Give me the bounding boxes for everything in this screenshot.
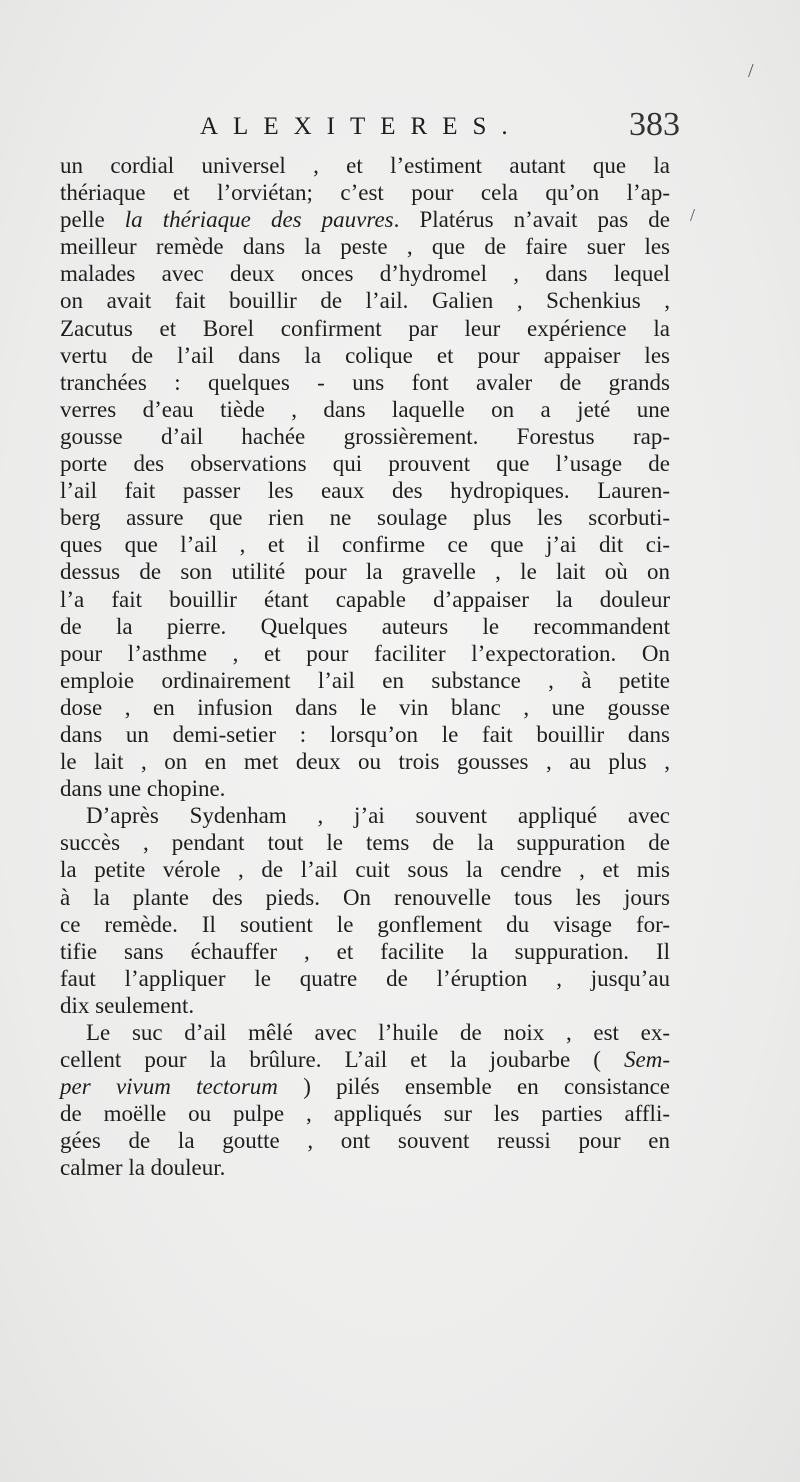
paragraph <box>60 802 670 1019</box>
paragraph <box>60 152 670 802</box>
text-line: D’après Sydenham , j’ai souvent appliqué avec <box>86 803 670 829</box>
text-segment: pelle <box>60 207 125 233</box>
text-segment: cellent pour la brûlure. L’ail et la joubarbe ( <box>60 1047 625 1073</box>
text-line: dix seulement. <box>60 992 195 1018</box>
text-line: berg assure que rien ne soulage plus les scorbuti- <box>60 505 670 531</box>
italic-text: per vivum tectorum <box>60 1074 278 1100</box>
text-line: l’a fait bouillir étant capable d’appaiser la douleur <box>60 586 670 612</box>
text-line: on avait fait bouillir de l’ail. Galien , Schenkius , <box>60 288 670 314</box>
text-line: ques que l’ail , et il confirme ce que j’ai dit ci- <box>60 532 670 558</box>
text-line: Zacutus et Borel confirment par leur expérience la <box>60 315 670 341</box>
text-line: emploie ordinairement l’ail en substance , à petite <box>60 667 670 693</box>
text-line: dessus de son utilité pour la gravelle , le lait où on <box>60 559 670 585</box>
text-line: un cordial universel , et l’estiment autant que la <box>60 153 670 178</box>
text-line: calmer la douleur. <box>60 1155 226 1181</box>
text-line: faut l’appliquer le quatre de l’éruption , jusqu’au <box>60 965 670 991</box>
text-line: de la pierre. Quelques auteurs le recommandent <box>60 613 670 639</box>
text-line: gées de la goutte , ont souvent reussi pour en <box>60 1128 670 1154</box>
italic-text: la thériaque des pauvres <box>124 207 394 233</box>
body-text <box>60 152 670 1182</box>
text-line: gousse d’ail hachée grossièrement. Forestus rap- <box>60 423 670 449</box>
margin-mark: / <box>748 60 754 82</box>
text-line: meilleur remède dans la peste , que de faire suer les <box>60 234 670 260</box>
text-line: tranchées : quelques - uns font avaler de grands <box>60 369 670 395</box>
text-segment: ) pilés ensemble en consistance <box>277 1074 670 1100</box>
text-line: la petite vérole , de l’ail cuit sous la cendre , et mis <box>60 857 670 883</box>
text-line: dans un demi-setier : lorsqu’on le fait bouillir dans <box>60 721 670 747</box>
text-line: verres d’eau tiède , dans laquelle on a jeté une <box>60 396 670 422</box>
text-line: succès , pendant tout le tems de la suppuration de <box>60 830 670 856</box>
text-line: dose , en infusion dans le vin blanc , une gousse <box>60 694 670 720</box>
text-line: l’ail fait passer les eaux des hydropiques. Lauren- <box>60 478 670 504</box>
text-line <box>60 1046 670 1073</box>
text-line: à la plante des pieds. On renouvelle tous les jours <box>60 884 670 910</box>
paragraph <box>60 1019 670 1182</box>
running-title: ALEXITERES. <box>200 113 523 140</box>
page-header <box>60 106 680 152</box>
page-number: 383 <box>629 106 680 143</box>
text-line: malades avec deux onces d’hydromel , dans lequel <box>60 261 670 287</box>
text-line: ce remède. Il soutient le gonflement du visage for- <box>60 911 670 937</box>
text-line: vertu de l’ail dans la colique et pour appaiser les <box>60 342 670 368</box>
text-line: porte des observations qui prouvent que l’usage de <box>60 451 670 477</box>
text-line <box>60 206 670 233</box>
margin-mark: / <box>690 205 696 225</box>
text-line: de moëlle ou pulpe , appliqués sur les parties affli- <box>60 1101 670 1127</box>
text-line <box>60 1073 670 1100</box>
text-line: tifie sans échauffer , et facilite la suppuration. Il <box>60 938 670 964</box>
text-line: dans une chopine. <box>60 776 226 802</box>
text-line: thériaque et l’orviétan; c’est pour cela qu’on l’ap- <box>60 180 670 206</box>
italic-text: Sem- <box>624 1047 670 1073</box>
text-line: Le suc d’ail mêlé avec l’huile de noix , est ex- <box>86 1020 670 1045</box>
text-line: le lait , on en met deux ou trois gousses , au plus , <box>60 749 670 775</box>
text-segment: . Platérus n’avait pas de <box>393 207 670 233</box>
text-line: pour l’asthme , et pour faciliter l’expectoration. On <box>60 640 670 666</box>
